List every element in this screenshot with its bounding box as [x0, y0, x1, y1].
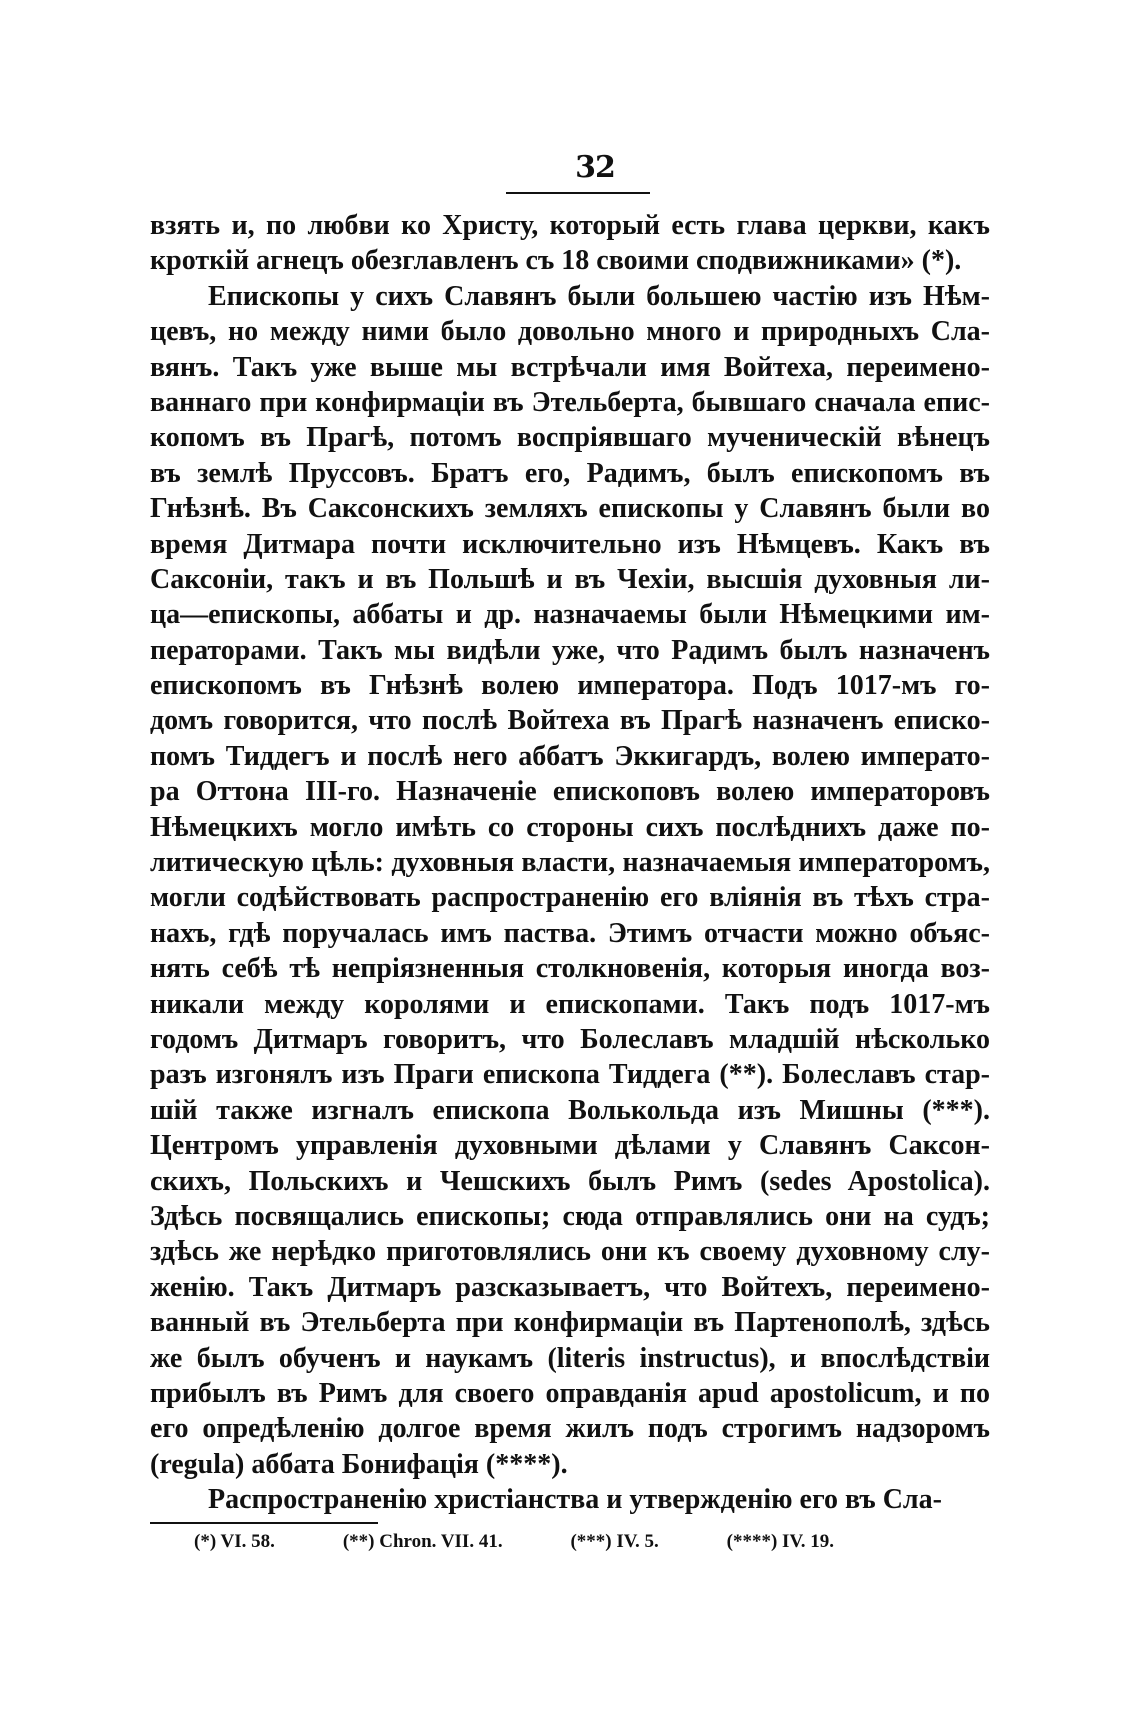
text-line — [150, 774, 990, 809]
text-line-content: ваннаго при конфирмаціи въ Этельберта, бывшаго сначала епис- — [150, 386, 990, 418]
text-line — [150, 597, 990, 632]
text-line-content: Гнѣзнѣ. Въ Саксонскихъ земляхъ епископы у Славянъ были во — [150, 493, 990, 525]
text-line — [150, 385, 990, 420]
text-line — [150, 562, 990, 597]
text-line — [150, 1376, 990, 1411]
footnotes — [194, 1531, 834, 1553]
text-line-content: разъ изгонялъ изъ Праги епископа Тиддега (**). Болеславъ стар- — [150, 1059, 990, 1091]
text-line — [150, 1411, 990, 1446]
text-line — [150, 456, 990, 491]
text-line — [150, 633, 990, 668]
text-line — [150, 880, 990, 915]
text-line — [150, 243, 990, 278]
text-line — [150, 1482, 990, 1517]
footnote-rule — [150, 1522, 378, 1524]
text-line — [150, 208, 990, 243]
text-line-content: могли содѣйствовать распространенію его вліянія въ тѣхъ стра- — [150, 882, 990, 914]
text-line-content: домъ говорится, что послѣ Войтеха въ Прагѣ назначенъ еписко- — [150, 705, 990, 737]
text-line-content: никали между королями и епископами. Такъ подъ 1017-мъ — [150, 988, 990, 1020]
text-line-content: Здѣсь посвящались епископы; сюда отправлялись они на судъ; — [150, 1200, 990, 1232]
text-line-content: взять и, по любви ко Христу, который есть глава церкви, какъ — [150, 210, 990, 241]
text-line-content: женію. Такъ Дитмаръ разсказываетъ, что Войтехъ, переимено- — [150, 1271, 990, 1303]
text-line-content: Нѣмецкихъ могло имѣть со стороны сихъ послѣднихъ даже по- — [150, 811, 990, 843]
text-line — [150, 350, 990, 385]
text-line-content: шій также изгналъ епископа Волькольда изъ Мишны (***). — [150, 1094, 990, 1126]
footnote: (***) IV. 5. — [570, 1531, 659, 1552]
text-line-content: нять себѣ тѣ непріязненныя столкновенія, которыя иногда воз- — [150, 953, 990, 985]
footnote: (****) IV. 19. — [726, 1531, 834, 1552]
text-line-content: время Дитмара почти исключительно изъ Нѣмцевъ. Какъ въ — [150, 528, 990, 560]
text-line — [150, 810, 990, 845]
text-line-content: копомъ въ Прагѣ, потомъ воспріявшаго мученическій вѣнецъ — [150, 422, 990, 454]
text-line — [150, 1199, 990, 1234]
text-line — [150, 314, 990, 349]
text-line — [150, 739, 990, 774]
text-line-content: же былъ обученъ и наукамъ (literis instructus), и впослѣдствіи — [150, 1342, 990, 1374]
text-line-content: скихъ, Польскихъ и Чешскихъ былъ Римъ (sedes Apostolica). — [150, 1165, 990, 1197]
text-line-content: помъ Тиддегъ и послѣ него аббатъ Эккигардъ, волею императо- — [150, 740, 990, 772]
text-line — [150, 1093, 990, 1128]
text-line-content: (regula) аббата Бонифація (****). — [150, 1448, 568, 1480]
text-line — [150, 1305, 990, 1340]
page-number: 32 — [575, 150, 615, 185]
text-line — [150, 1128, 990, 1163]
text-line-content: епископомъ въ Гнѣзнѣ волею императора. Подъ 1017-мъ го- — [150, 670, 990, 702]
text-line — [150, 1164, 990, 1199]
text-line-content: Распространенію христіанства и утвержденію его въ Сла- — [208, 1484, 942, 1516]
text-line — [150, 1057, 990, 1092]
footnote: (**) Chron. VII. 41. — [342, 1531, 503, 1552]
text-line-content: Саксоніи, такъ и въ Польшѣ и въ Чехіи, высшія духовныя ли- — [150, 563, 990, 595]
text-line-content: цевъ, но между ними было довольно много и природныхъ Сла- — [150, 316, 990, 348]
text-line — [150, 1447, 990, 1482]
text-line — [150, 527, 990, 562]
text-line-content: ца—епископы, аббаты и др. назначаемы были Нѣмецкими им- — [150, 599, 990, 631]
text-line-content: здѣсь же нерѣдко приготовлялись они къ своему духовному слу- — [150, 1236, 990, 1268]
text-line-content: кроткій агнецъ обезглавленъ съ 18 своими сподвижниками» (*). — [150, 245, 962, 277]
text-line-content: вянъ. Такъ уже выше мы встрѣчали имя Войтеха, переимено- — [150, 351, 990, 383]
text-line — [150, 1234, 990, 1269]
text-line — [150, 668, 990, 703]
text-line — [150, 1270, 990, 1305]
text-line-content: его опредѣленію долгое время жилъ подъ строгимъ надзоромъ — [150, 1413, 990, 1445]
text-line-content: прибылъ въ Римъ для своего оправданія apud apostolicum, и по — [150, 1377, 990, 1409]
text-line — [150, 987, 990, 1022]
text-line — [150, 703, 990, 738]
text-line-content: годомъ Дитмаръ говоритъ, что Болеславъ младшій нѣсколько — [150, 1023, 990, 1055]
text-line-content: литическую цѣль: духовныя власти, назначаемыя императоромъ, — [150, 847, 990, 879]
text-line — [150, 845, 990, 880]
text-line — [150, 1022, 990, 1057]
text-line-content: Центромъ управленія духовными дѣлами у Славянъ Саксон- — [150, 1130, 990, 1162]
text-line — [150, 916, 990, 951]
text-line-content: ванный въ Этельберта при конфирмаціи въ Партенополѣ, здѣсь — [150, 1307, 990, 1339]
text-line-content: въ землѣ Пруссовъ. Братъ его, Радимъ, былъ епископомъ въ — [150, 457, 990, 489]
body-text — [150, 208, 990, 1517]
text-line-content: ператорами. Такъ мы видѣли уже, что Радимъ былъ назначенъ — [150, 634, 990, 666]
header-rule — [506, 192, 650, 194]
footnote: (*) VI. 58. — [194, 1531, 275, 1552]
text-line — [150, 951, 990, 986]
text-line — [150, 491, 990, 526]
text-line-content: ра Оттона III-го. Назначеніе епископовъ волею императоровъ — [150, 776, 990, 808]
text-line — [150, 420, 990, 455]
text-line-content: Епископы у сихъ Славянъ были большею частію изъ Нѣм- — [208, 280, 990, 312]
text-line — [150, 279, 990, 314]
text-line-content: нахъ, гдѣ поручалась имъ паства. Этимъ отчасти можно объяс- — [150, 917, 990, 949]
text-line — [150, 1341, 990, 1376]
